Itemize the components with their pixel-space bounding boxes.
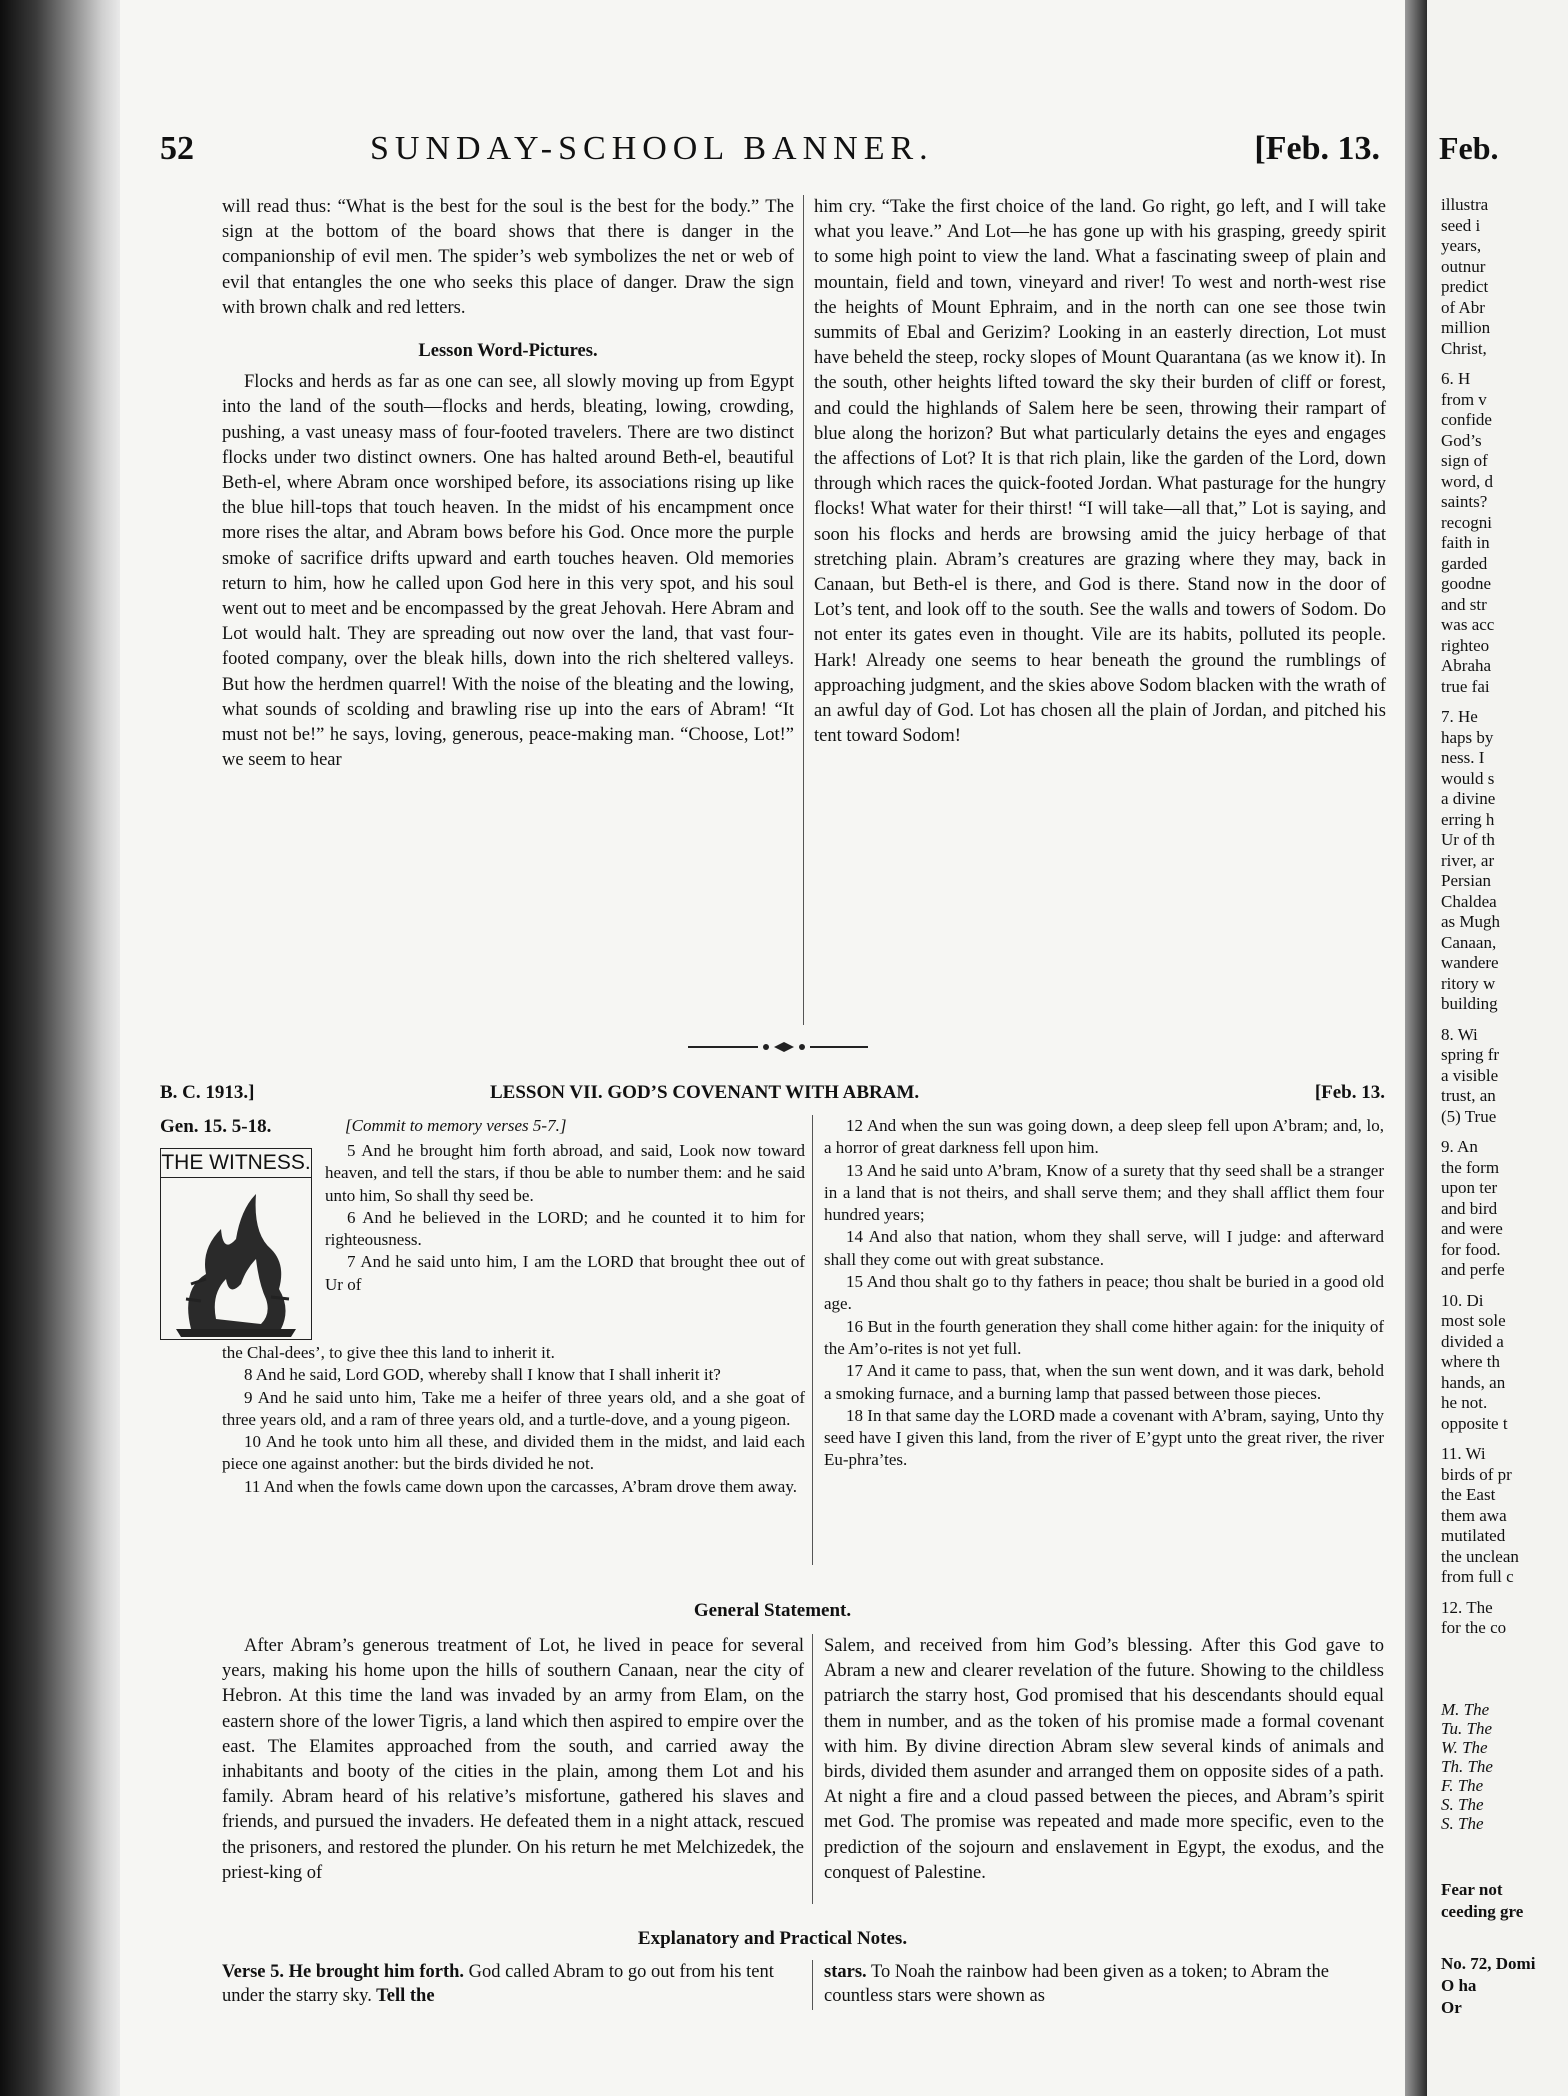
facing-page-line: 7. He bbox=[1441, 707, 1478, 726]
facing-page-line: God’s bbox=[1441, 430, 1482, 450]
facing-page-line: saints? bbox=[1441, 492, 1488, 511]
facing-page-line: the East bbox=[1441, 1485, 1496, 1504]
facing-page-line: a visible bbox=[1441, 1065, 1499, 1085]
facing-page-foot-line: ceeding gre bbox=[1441, 1902, 1524, 1921]
scripture-reference: Gen. 15. 5-18. bbox=[160, 1116, 272, 1137]
facing-page-line: illustra bbox=[1441, 195, 1489, 214]
facing-page-line: hands, an bbox=[1441, 1372, 1506, 1392]
top-left-column bbox=[222, 195, 794, 773]
facing-page-line: Chaldea bbox=[1441, 891, 1497, 911]
book-spine bbox=[0, 0, 120, 2096]
facing-page-line: as Mugh bbox=[1441, 912, 1501, 931]
facing-page-line: faith in bbox=[1441, 533, 1490, 552]
facing-page-line: ness. I bbox=[1441, 748, 1485, 767]
stars-text: To Noah the rainbow had been given as a token; to Abram the countless stars were shown as bbox=[824, 1962, 1329, 2006]
explanatory-right bbox=[824, 1960, 1384, 2008]
page-gutter bbox=[1405, 0, 1427, 2096]
verse-7-continued: the Chal-dees’, to give thee this land to inherit it. bbox=[222, 1343, 555, 1362]
facing-page-line: building bbox=[1441, 994, 1498, 1013]
facing-page-line: word, d bbox=[1441, 471, 1493, 491]
facing-page-line: recogni bbox=[1441, 512, 1492, 532]
daily-reading-line: F. The bbox=[1441, 1776, 1484, 1795]
section-ornament bbox=[688, 1040, 868, 1054]
facing-page-line: sign of bbox=[1441, 451, 1488, 470]
lesson-date: [Feb. 13. bbox=[1314, 1082, 1385, 1103]
facing-page-line: opposite t bbox=[1441, 1413, 1508, 1433]
column-rule-top bbox=[803, 195, 804, 1025]
facing-page-line: 12. The bbox=[1441, 1597, 1493, 1617]
top-right-column bbox=[814, 195, 1386, 749]
word-pictures-continued: him cry. “Take the first choice of the land. Go right, go left, and I will take what you leave.” And Lot—he has gone up with his grasping, greedy spirit to some high point to view the land. What a fascinating sweep of plain and mountain, field and town, vineyard and river! To west and north-west rise the heights of Mount Ephraim, and in the north can one see those twin summits of Ebal and Gerizim? Looking in an easterly direction, Lot must have beheld the steep, rocky slopes of Mount Quarantana (as we know it). In the south, other heights lifted toward the sky their burden of cliff or forest, and could the highlands of Salem here be seen, throwing their rampart of blue along the horizon? But what particularly detains the eyes and engages the affections of Lot? It is that rich plain, like the garden of the Lord, down through which races the quick-footed Jordan. What pasturage for the hungry flocks! What water for their thirst! “I will take—all that,” Lot is saying, and soon his flocks and herds are browsing amid the juicy herbage of that stretching plain. Abram’s creatures are grazing where they may, back in Canaan, but Beth-el is there, and God is there. Stand now in the door of Lot’s tent, and look off to the south. See the walls and towers of Sodom. Do not enter its gates even in thought. Vile are its habits, polluted its people. Hark! Already one seems to hear beneath the ground the rumblings of approaching judgment, and the skies above Sodom blacken with the wrath of an awful day of God. Lot has chosen all the plain of Jordan, and pitched his tent toward Sodom! bbox=[814, 197, 1386, 747]
verse-9: 9 And he said unto him, Take me a heifer of three years old, and a she goat of three years old, and a ram of three years old, and a turtle-dove, and a young pigeon. bbox=[222, 1387, 805, 1429]
word-pictures-heading: Lesson Word-Pictures. bbox=[418, 341, 598, 362]
facing-page-line: Persian bbox=[1441, 871, 1492, 890]
facing-page-line: million bbox=[1441, 318, 1491, 337]
memory-verses-note: [Commit to memory verses 5-7.] bbox=[345, 1116, 567, 1135]
facing-page-line: was acc bbox=[1441, 615, 1495, 634]
facing-page bbox=[1427, 0, 1568, 2096]
general-statement-left bbox=[222, 1634, 804, 1886]
daily-reading-line: W. The bbox=[1441, 1738, 1488, 1757]
general-statement-right bbox=[824, 1634, 1384, 1886]
page-number: 52 bbox=[160, 130, 194, 167]
word-pictures-paragraph: Flocks and herds as far as one can see, all slowly moving up from Egypt into the land of the south—flocks and herds, bleating, lowing, crowding, pushing, a vast uneasy mass of four-footed travelers. There are two distinct flocks under two distinct owners. One has halted around Beth-el, beautiful Beth-el, where Abram once worshiped before, its associations rising up like the blue hill-tops that touch heaven. In the midst of his encampment once more rises the altar, and Abram bows before his God. Once more the purple smoke of sacrifice drifts upward and earth touches heaven. Old memories return to him, how he called upon God here in this very spot, and his soul went out to meet and be encompassed by the great Jehovah. Here Abram and Lot would halt. They are spreading out now over the land, that vast four-footed company, over the bleak hills, down into the rich sheltered valleys. But how the herdmen quarrel! With the noise of the bleating and the lowing, what sounds of scolding and brawling rise up into the ears of Abram! “It must not be!” he says, loving, generous, peace-making man. “Choose, Lot!” we seem to hear bbox=[222, 372, 794, 771]
facing-page-line: spring fr bbox=[1441, 1045, 1500, 1064]
facing-page-line: ritory w bbox=[1441, 973, 1496, 993]
verse-15: 15 And thou shalt go to thy fathers in peace; thou shalt be buried in a good old age. bbox=[824, 1272, 1384, 1314]
verse-11: 11 And when the fowls came down upon the carcasses, A’bram drove them away. bbox=[244, 1476, 797, 1496]
facing-page-line: years, bbox=[1441, 236, 1482, 255]
the-witness-illustration bbox=[160, 1148, 312, 1340]
facing-page-line: trust, an bbox=[1441, 1086, 1496, 1105]
verse-8: 8 And he said, Lord GOD, whereby shall I know that I shall inherit it? bbox=[244, 1365, 721, 1385]
header-date: [Feb. 13. bbox=[1254, 130, 1380, 167]
facing-page-line: and str bbox=[1441, 594, 1487, 614]
facing-page-line: (5) True bbox=[1441, 1106, 1497, 1126]
verses-column-a bbox=[325, 1140, 805, 1296]
stars-lead: stars. bbox=[824, 1962, 867, 1982]
facing-page-line: wandere bbox=[1441, 953, 1499, 972]
facing-page-line: Abraha bbox=[1441, 656, 1492, 675]
facing-page-foot-line: No. 72, Domi bbox=[1441, 1954, 1536, 1973]
facing-page-line: predict bbox=[1441, 277, 1489, 296]
facing-page-line: most sole bbox=[1441, 1311, 1506, 1330]
facing-page-line: righteo bbox=[1441, 635, 1490, 655]
column-rule-lesson bbox=[812, 1115, 813, 1565]
verse-5-text: God called Abram to go out from his tent under the starry sky. bbox=[222, 1962, 774, 2006]
facing-page-line: mutilated bbox=[1441, 1526, 1506, 1545]
facing-page-line: of Abr bbox=[1441, 297, 1485, 317]
verse-14: 14 And also that nation, whom they shall serve, will I judge: and afterward shall they come out with great substance. bbox=[824, 1227, 1384, 1269]
explanatory-left bbox=[222, 1960, 804, 2008]
facing-page-line: river, ar bbox=[1441, 850, 1495, 870]
facing-page-line: the unclean bbox=[1441, 1546, 1519, 1566]
facing-page-line: for food. bbox=[1441, 1239, 1501, 1259]
facing-page-line: 11. Wi bbox=[1441, 1444, 1486, 1463]
facing-page-line: Canaan, bbox=[1441, 932, 1497, 952]
illustration-caption: THE WITNESS. bbox=[161, 1149, 311, 1178]
facing-page-line: seed i bbox=[1441, 215, 1481, 235]
facing-page-line: goodne bbox=[1441, 574, 1492, 593]
facing-page-line: them awa bbox=[1441, 1505, 1507, 1525]
facing-page-line: Christ, bbox=[1441, 338, 1487, 358]
facing-page-line: upon ter bbox=[1441, 1178, 1498, 1197]
daily-reading-line: M. The bbox=[1441, 1700, 1490, 1719]
altar-fire-icon bbox=[161, 1179, 311, 1339]
facing-page-line: garded bbox=[1441, 553, 1488, 573]
facing-page-foot-line: O ha bbox=[1441, 1976, 1477, 1995]
daily-reading-line: S. The bbox=[1441, 1795, 1484, 1814]
daily-reading-line: Th. The bbox=[1441, 1757, 1493, 1776]
running-header bbox=[160, 130, 1380, 180]
lesson-title: LESSON VII. GOD’S COVENANT WITH ABRAM. bbox=[490, 1082, 920, 1103]
verse-12: 12 And when the sun was going down, a deep sleep fell upon A’bram; and, lo, a horror of great darkness fell upon him. bbox=[824, 1116, 1384, 1158]
facing-page-line: true fai bbox=[1441, 676, 1490, 696]
general-statement-paragraph-1: After Abram’s generous treatment of Lot, he lived in peace for several years, making his home upon the hills of southern Canaan, near the city of Hebron. At this time the land was invaded by an army from Elam, on the eastern shore of the lower Tigris, a land which then aspired to empire over the east. The Elamites approached from the south, and carried away the inhabitants and booty of the cities in the plain, among them Lot and his family. Abram heard of his relative’s misfortune, gathered his slaves and friends, and pursued the invaders. He defeated them in a night attack, rescued the prisoners, and restored the plunder. On his return he met Melchizedek, the priest-king of bbox=[222, 1636, 804, 1883]
intro-paragraph: will read thus: “What is the best for the soul is the best for the body.” The sign at the bottom of the board shows that there is danger in the companionship of evil men. The spider’s web symbolizes the net or web of evil that entangles the one who seeks this place of danger. Draw the sign with brown chalk and red letters. bbox=[222, 197, 794, 318]
facing-page-line: 8. Wi bbox=[1441, 1024, 1478, 1044]
verse-7: 7 And he said unto him, I am the LORD that brought thee out of Ur of bbox=[325, 1252, 805, 1294]
verse-5-tail: Tell the bbox=[371, 1986, 435, 2006]
verse-18: 18 In that same day the LORD made a covenant with A’bram, saying, Unto thy seed have I given this land, from the river of E’gypt unto the great river, the river Eu-phra’tes. bbox=[824, 1405, 1384, 1470]
facing-page-line: from v bbox=[1441, 389, 1487, 409]
verse-5: 5 And he brought him forth abroad, and said, Look now toward heaven, and tell the stars, if thou be able to number them: and he said unto him, So shall thy seed be. bbox=[325, 1141, 805, 1205]
verse-5-lead: Verse 5. He brought him forth. bbox=[222, 1962, 465, 1982]
daily-reading-line: S. The bbox=[1441, 1814, 1484, 1833]
facing-page-line: he not. bbox=[1441, 1393, 1488, 1412]
column-rule-general bbox=[812, 1634, 813, 1904]
facing-page-line: and perfe bbox=[1441, 1260, 1505, 1279]
facing-page-foot-line: Or bbox=[1441, 1998, 1462, 2017]
facing-page-line: and bird bbox=[1441, 1198, 1498, 1218]
verses-column-b bbox=[222, 1342, 805, 1498]
facing-page-line: confide bbox=[1441, 410, 1492, 429]
facing-page-line: erring h bbox=[1441, 809, 1495, 829]
facing-page-line: 9. An bbox=[1441, 1137, 1478, 1156]
facing-page-header: Feb. bbox=[1439, 130, 1499, 166]
facing-page-line: divided a bbox=[1441, 1331, 1504, 1351]
general-statement-paragraph-2: Salem, and received from him God’s blessing. After this God gave to Abram a new and clearer revelation of the future. Showing to the childless patriarch the starry host, God promised that his descendants should equal them in number, and as the token of his promise made a formal covenant with him. By divine direction Abram slew several kinds of animals and birds, divided them asunder and arranged them on opposite sides of a path. At night a fire and a cloud passed between the pieces, and Abram’s spirit met God. The promise was repeated and made more specific, even to the prediction of the sojourn and enslavement in Egypt, the exodus, and the conquest of Palestine. bbox=[824, 1636, 1384, 1883]
facing-page-line: where th bbox=[1441, 1352, 1501, 1371]
explanatory-notes-heading: Explanatory and Practical Notes. bbox=[637, 1928, 908, 1949]
facing-page-line: haps by bbox=[1441, 727, 1494, 747]
verse-13: 13 And he said unto A’bram, Know of a surety that thy seed shall be a stranger in a land that is not theirs, and shall serve them; and they shall afflict them four hundred years; bbox=[824, 1160, 1384, 1225]
verse-16: 16 But in the fourth generation they shall come hither again: for the iniquity of the Am’o-rites is not yet full. bbox=[824, 1316, 1384, 1358]
verses-column-c bbox=[824, 1115, 1384, 1472]
lesson-era: B. C. 1913.] bbox=[160, 1082, 255, 1103]
facing-page-line: the form bbox=[1441, 1157, 1500, 1177]
verse-6: 6 And he believed in the LORD; and he counted it to him for righteousness. bbox=[325, 1207, 805, 1250]
facing-page-line: for the co bbox=[1441, 1618, 1507, 1637]
column-rule-notes bbox=[812, 1960, 813, 2010]
verse-17: 17 And it came to pass, that, when the sun went down, and it was dark, behold a smoking furnace, and a burning lamp that passed between those pieces. bbox=[824, 1361, 1384, 1403]
facing-page-line: 10. Di bbox=[1441, 1290, 1484, 1310]
facing-page-foot-line: Fear not bbox=[1441, 1880, 1503, 1899]
periodical-title: SUNDAY-SCHOOL BANNER. bbox=[370, 130, 934, 167]
facing-page-line: birds of pr bbox=[1441, 1464, 1512, 1484]
general-statement-heading: General Statement. bbox=[693, 1600, 852, 1621]
daily-reading-line: Tu. The bbox=[1441, 1719, 1493, 1738]
facing-page-line: would s bbox=[1441, 768, 1495, 788]
facing-page-line: Ur of th bbox=[1441, 830, 1495, 849]
verse-10: 10 And he took unto him all these, and divided them in the midst, and laid each piece one against another: but the birds divided he not. bbox=[222, 1432, 805, 1474]
facing-page-line: 6. H bbox=[1441, 369, 1471, 388]
facing-page-line: outnur bbox=[1441, 256, 1486, 276]
facing-page-line: a divine bbox=[1441, 789, 1496, 808]
facing-page-line: and were bbox=[1441, 1219, 1503, 1238]
facing-page-line: from full c bbox=[1441, 1567, 1514, 1586]
